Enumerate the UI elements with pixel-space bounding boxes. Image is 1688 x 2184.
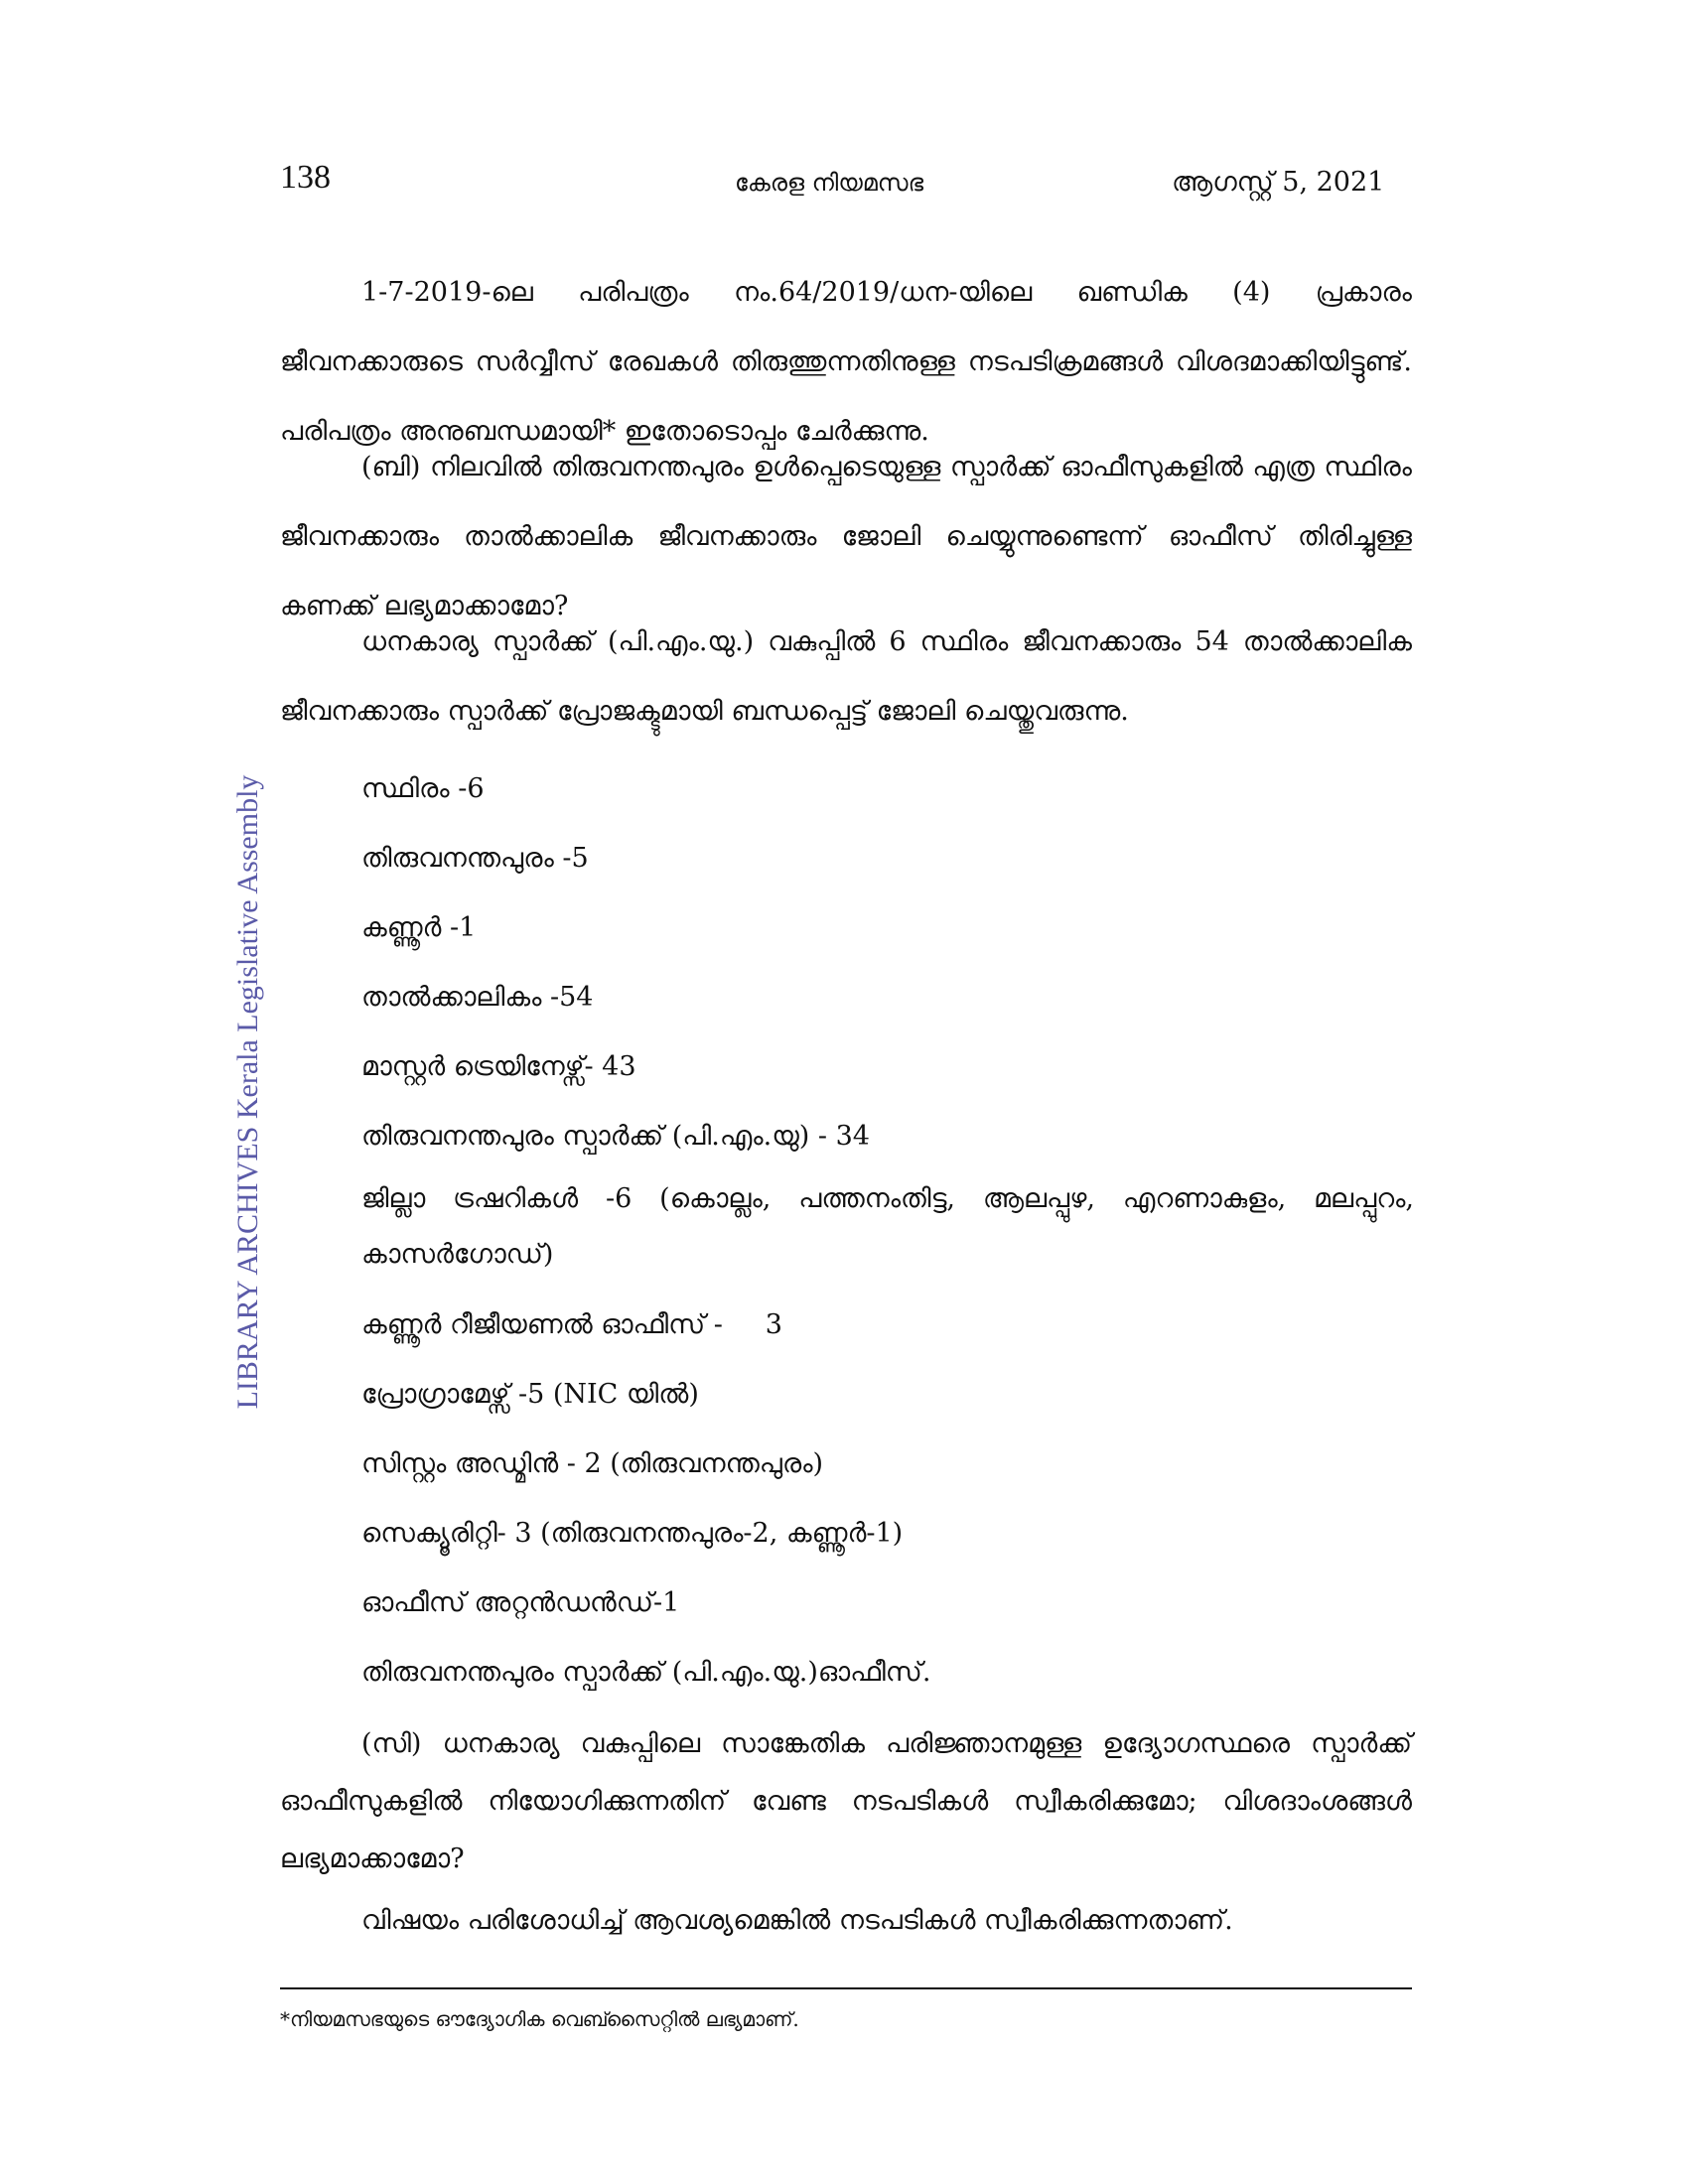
list-item: സ്ഥിരം -6 (361, 773, 485, 804)
page-number: 138 (280, 159, 331, 196)
list-item: ഓഫീസ് അറ്റൻഡൻഡ്-1 (361, 1587, 680, 1618)
list-item: ജില്ലാ ട്രഷറികൾ -6 (കൊല്ലം, പത്തനംതിട്ട, ആലപ്പുഴ, എറണാകുളം, മലപ്പുറം, കാസർഗോഡ്) (361, 1183, 1414, 1270)
list-item: തിരുവനന്തപുരം സ്പാർക്ക് (പി.എം.യു) - 34 (361, 1121, 870, 1152)
running-header-date: ആഗസ്റ്റ് 5, 2021 (1172, 167, 1385, 198)
footnote: *നിയമസഭയുടെ ഔദ്യോഗിക വെബ്സൈറ്റിൽ ലഭ്യമാണ്. (280, 2007, 799, 2031)
list-item: കണ്ണൂർ റീജീയണൽ ഓഫീസ് - 3 (361, 1309, 782, 1340)
answer-b: ധനകാര്യ സ്പാർക്ക് (പി.എം.യു.) വകുപ്പിൽ 6 സ്ഥിരം ജീവനക്കാരും 54 താൽക്കാലിക ജീവനക്കാരും സ്പാർക്ക് പ്രോജക്ടുമായി ബന്ധപ്പെട്ട് ജോലി ചെയ്തുവരുന്നു. (280, 626, 1412, 727)
list-item: പ്രോഗ്രാമേഴ്സ് -5 (NIC യിൽ) (361, 1379, 699, 1410)
list-item: താൽക്കാലികം -54 (361, 982, 594, 1013)
list-item: സിസ്റ്റം അഡ്മിൻ - 2 (തിരുവനന്തപുരം) (361, 1448, 824, 1479)
list-item: കണ്ണൂർ -1 (361, 912, 477, 943)
footnote-divider (280, 1987, 1412, 1989)
question-c: (സി) ധനകാര്യ വകുപ്പിലെ സാങ്കേതിക പരിജ്ഞാനമുള്ള ഉദ്യോഗസ്ഥരെ സ്പാർക്ക് ഓഫീസുകളിൽ നിയോഗിക്കുന്നതിന് വേണ്ട നടപടികൾ സ്വീകരിക്കുമോ; വിശദാംശങ്ങൾ ലഭ്യമാക്കാമോ? (280, 1728, 1412, 1874)
question-b: (ബി) നിലവിൽ തിരുവനന്തപുരം ഉൾപ്പെടെയുള്ള സ്പാർക്ക് ഓഫീസുകളിൽ എത്ര സ്ഥിരം ജീവനക്കാരും താൽക്കാലിക ജീവനക്കാരും ജോലി ചെയ്യുന്നുണ്ടെന്ന് ഓഫീസ് തിരിച്ചുള്ള കണക്ക് ലഭ്യമാക്കാമോ? (280, 452, 1412, 621)
archive-watermark: LIBRARY ARCHIVES Kerala Legislative Assembly (231, 774, 264, 1410)
answer-c: വിഷയം പരിശോധിച്ച് ആവശ്യമെങ്കിൽ നടപടികൾ സ്വീകരിക്കുന്നതാണ്. (361, 1905, 1233, 1936)
list-item: സെക്യൂരിറ്റി- 3 (തിരുവനന്തപുരം-2, കണ്ണൂർ-1) (361, 1518, 904, 1549)
list-item: തിരുവനന്തപുരം സ്പാർക്ക് (പി.എം.യു.)ഓഫീസ്. (361, 1657, 931, 1688)
list-item: തിരുവനന്തപുരം -5 (361, 843, 589, 874)
list-item: മാസ്റ്റർ ട്രെയിനേഴ്സ്- 43 (361, 1051, 636, 1082)
running-header-title: കേരള നിയമസഭ (735, 169, 924, 197)
paragraph-circular-reference: 1-7-2019-ലെ പരിപത്രം നം.64/2019/ധന-യിലെ ഖണ്ഡിക (4) പ്രകാരം ജീവനക്കാരുടെ സർവ്വീസ് രേഖകൾ തിരുത്തുന്നതിനുള്ള നടപടിക്രമങ്ങൾ വിശദമാക്കിയിട്ടുണ്ട്. പരിപത്രം അനുബന്ധമായി* ഇതോടൊപ്പം ചേർക്കുന്നു. (280, 277, 1412, 447)
